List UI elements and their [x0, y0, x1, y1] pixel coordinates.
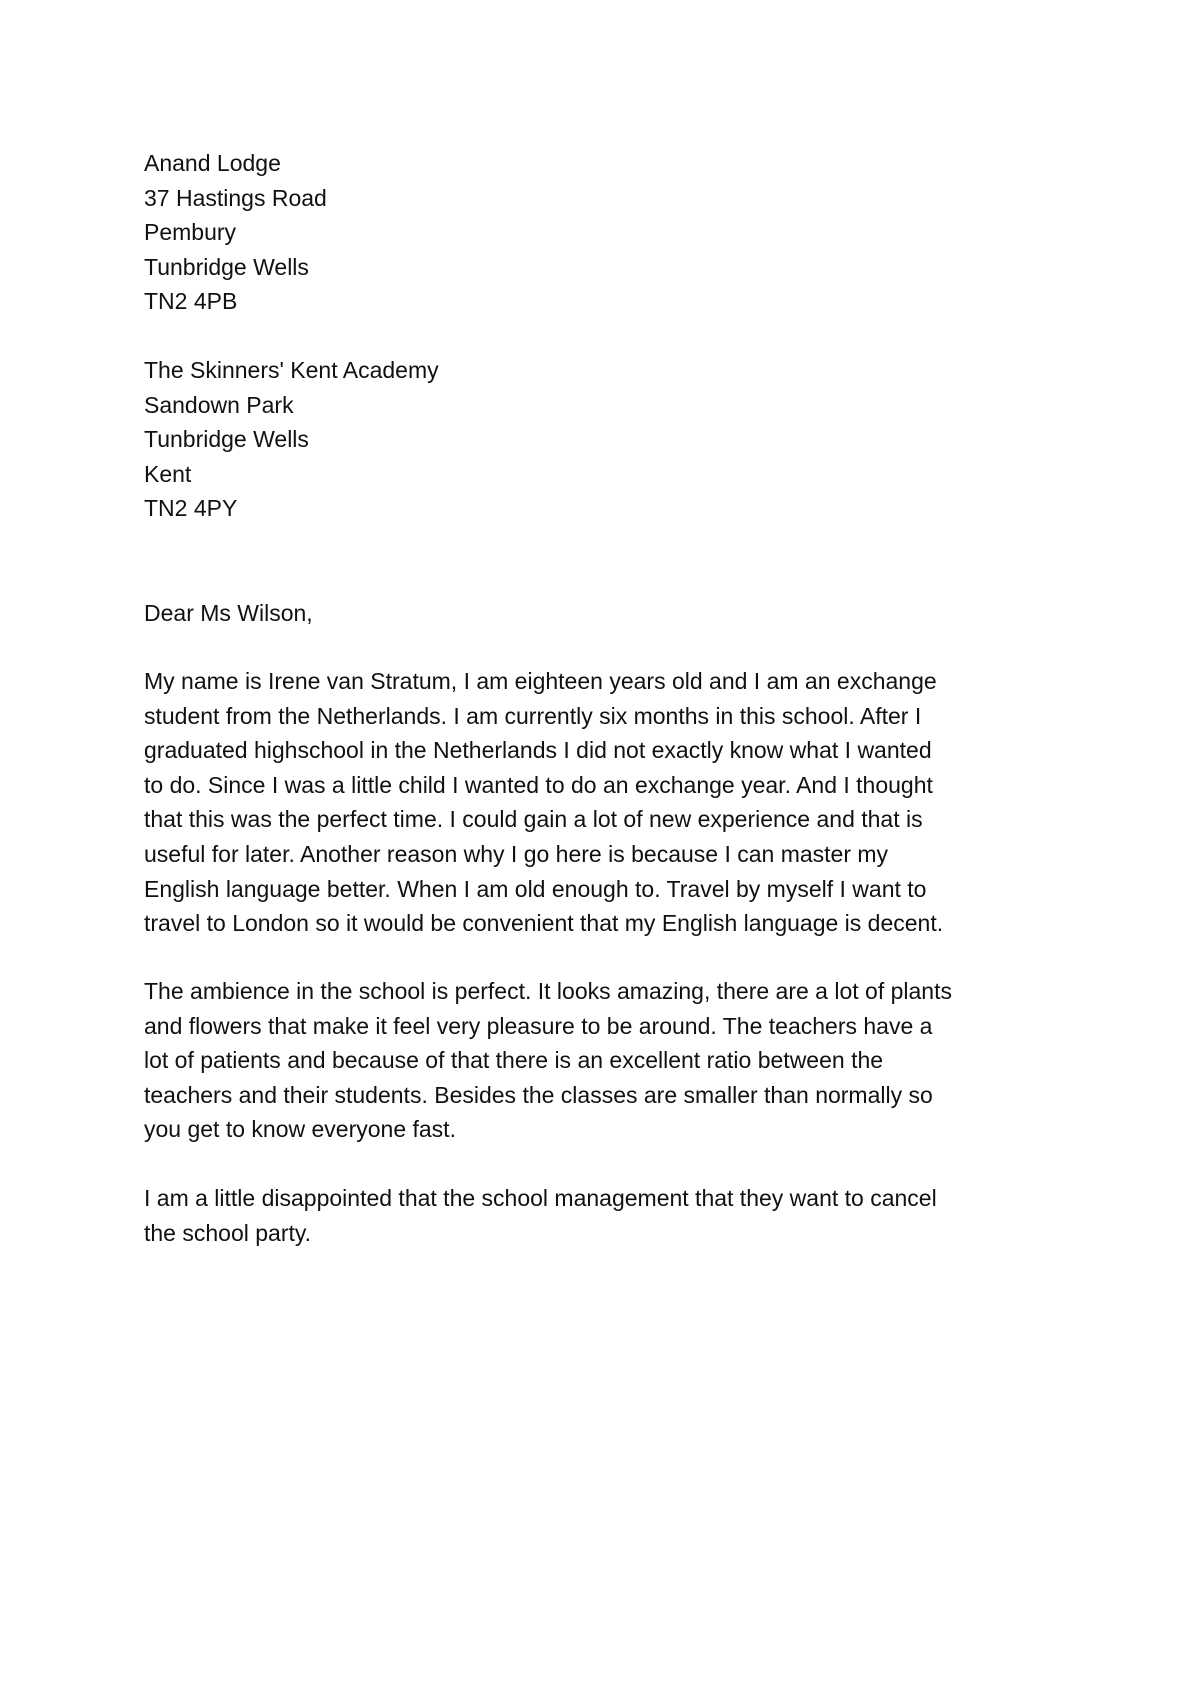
sender-address-line: Tunbridge Wells — [144, 253, 309, 280]
recipient-address — [144, 353, 1064, 526]
paragraph-line: I am a little disappointed that the school management that they want to cancel — [144, 1185, 937, 1211]
recipient-address-line: Kent — [144, 460, 192, 487]
sender-address-line: Anand Lodge — [144, 150, 281, 176]
paragraph-line: travel to London so it would be convenient that my English language is decent. — [144, 910, 944, 937]
paragraph-line: graduated highschool in the Netherlands I did not exactly know what I wanted — [144, 737, 932, 764]
paragraph-line: teachers and their students. Besides the classes are smaller than normally so — [144, 1081, 933, 1108]
paragraph-line: useful for later. Another reason why I go here is because I can master my — [144, 840, 889, 867]
recipient-address-line: TN2 4PY — [144, 495, 238, 522]
paragraph-line: the school party. — [144, 1219, 312, 1246]
paragraph-line: and flowers that make it feel very pleasure to be around. The teachers have a — [144, 1012, 933, 1039]
paragraph-line: student from the Netherlands. I am currently six months in this school. After I — [144, 702, 922, 729]
salutation-text: Dear Ms Wilson, — [144, 600, 313, 626]
sender-address-line: TN2 4PB — [144, 288, 238, 315]
paragraph-line: My name is Irene van Stratum, I am eighteen years old and I am an exchange — [144, 668, 937, 694]
body-paragraph-disappointment — [144, 1181, 1064, 1250]
paragraph-line: to do. Since I was a little child I wanted to do an exchange year. And I thought — [144, 771, 933, 798]
sender-address-line: Pembury — [144, 219, 237, 246]
paragraph-line: that this was the perfect time. I could gain a lot of new experience and that is — [144, 806, 923, 833]
recipient-address-line: The Skinners' Kent Academy — [144, 357, 439, 383]
body-paragraph-intro — [144, 664, 1064, 941]
salutation — [144, 596, 1064, 631]
paragraph-line: The ambience in the school is perfect. It looks amazing, there are a lot of plants — [144, 978, 952, 1004]
sender-address-line: 37 Hastings Road — [144, 184, 327, 211]
sender-address — [144, 146, 1064, 319]
paragraph-line: lot of patients and because of that there is an excellent ratio between the — [144, 1047, 884, 1074]
recipient-address-line: Sandown Park — [144, 391, 294, 418]
paragraph-line: you get to know everyone fast. — [144, 1116, 456, 1143]
recipient-address-line: Tunbridge Wells — [144, 426, 309, 453]
paragraph-line: English language better. When I am old enough to. Travel by myself I want to — [144, 875, 927, 902]
body-paragraph-ambience — [144, 974, 1064, 1147]
